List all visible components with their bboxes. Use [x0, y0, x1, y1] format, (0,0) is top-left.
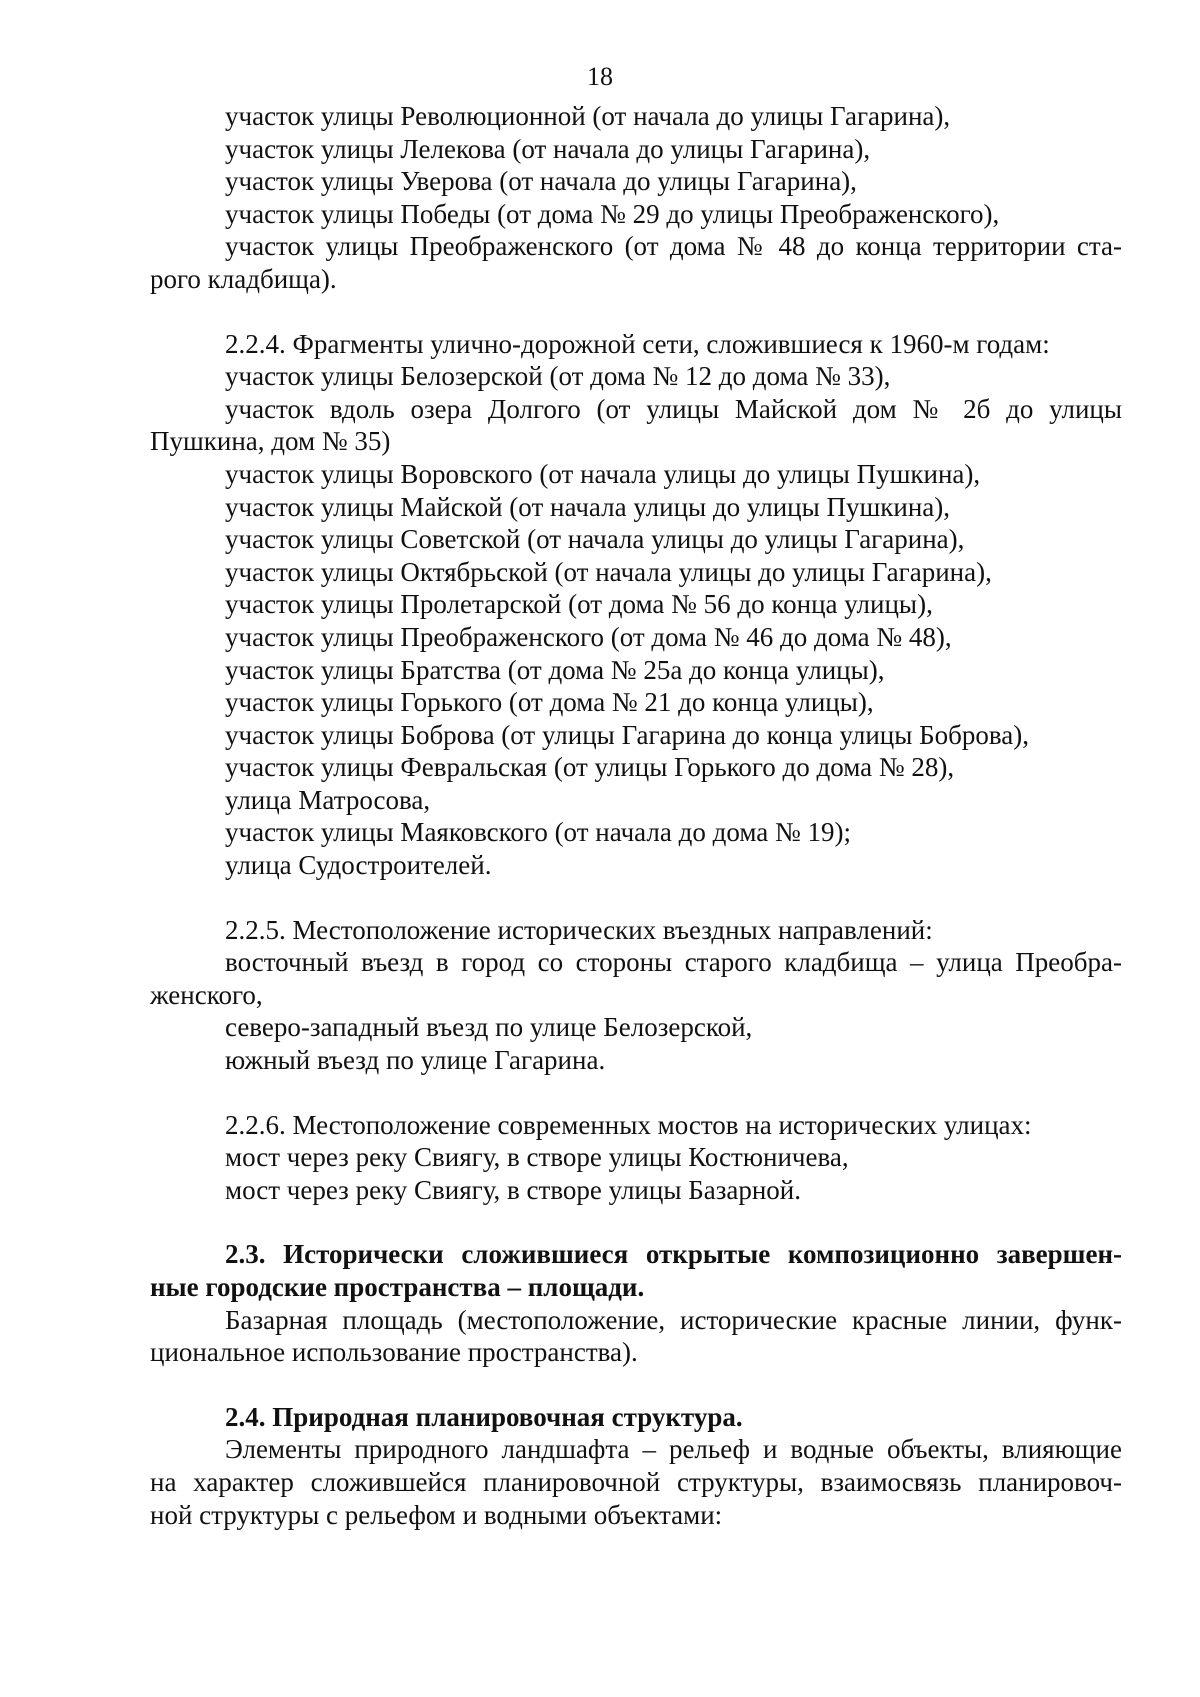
list-item-continuation: Пушкина, дом № 35)	[150, 426, 391, 457]
list-item: восточный въезд в город со стороны старого кладбища – улица Преобра-	[225, 947, 1122, 978]
list-item: южный въезд по улице Гагарина.	[225, 1045, 606, 1076]
list-item: участок улицы Революционной (от начала до улицы Гагарина),	[225, 101, 951, 131]
list-item: участок улицы Майской (от начала улицы до улицы Пушкина),	[225, 491, 951, 522]
paragraph-gap	[150, 1369, 1122, 1401]
list-item: участок улицы Пролетарской (от дома № 56 до конца улицы),	[225, 589, 933, 620]
list-item: участок улицы Братства (от дома № 25а до конца улицы),	[225, 654, 885, 685]
section-2-2-4-heading: 2.2.4. Фрагменты улично-дорожной сети, сложившиеся к 1960-м годам:	[225, 328, 1050, 359]
list-item: участок улицы Февральская (от улицы Горького до дома № 28),	[225, 752, 955, 783]
document-body	[150, 100, 1122, 1531]
section-2-2-6-heading: 2.2.6. Местоположение современных мостов на исторических улицах:	[225, 1109, 1032, 1140]
list-item: участок улицы Воровского (от начала улицы до улицы Пушкина),	[225, 458, 981, 489]
list-item: улица Судостроителей.	[225, 850, 492, 881]
list-item-continuation: рого кладбища).	[150, 263, 337, 294]
list-item: участок вдоль озера Долгого (от улицы Майской дом № 2б до улицы	[225, 393, 1122, 424]
section-2-3-heading-continuation: ные городские пространства – площади.	[150, 1272, 645, 1302]
list-item: участок улицы Октябрьской (от начала улицы до улицы Гагарина),	[225, 556, 992, 587]
list-item: участок улицы Маяковского (от начала до дома № 19);	[225, 817, 851, 848]
paragraph-gap	[150, 296, 1122, 328]
list-item: северо-западный въезд по улице Белозерской,	[225, 1012, 753, 1043]
list-item: участок улицы Горького (от дома № 21 до конца улицы),	[225, 687, 874, 718]
section-2-3-body: Базарная площадь (местоположение, исторические красные линии, функ-	[225, 1304, 1122, 1335]
paragraph-gap	[150, 1206, 1122, 1238]
list-item: участок улицы Преображенского (от дома № 46 до дома № 48),	[225, 621, 952, 652]
section-2-4-body-continuation: ной структуры с рельефом и водными объектами:	[150, 1499, 723, 1530]
list-item: участок улицы Белозерской (от дома № 12 до дома № 33),	[225, 361, 891, 392]
list-item: улица Матросова,	[225, 784, 431, 815]
paragraph-gap	[150, 1077, 1122, 1109]
list-item: участок улицы Советской (от начала улицы до улицы Гагарина),	[225, 524, 965, 555]
section-2-3-heading: 2.3. Исторически сложившиеся открытые композиционно завершен-	[225, 1239, 1122, 1270]
list-item: участок улицы Уверова (от начала до улицы Гагарина),	[225, 166, 857, 197]
section-2-4-body: Элементы природного ландшафта – рельеф и водные объекты, влияющие	[225, 1434, 1122, 1465]
section-2-4-body-continuation: на характер сложившейся планировочной структуры, взаимосвязь планировоч-	[150, 1466, 1122, 1497]
list-item: участок улицы Лелекова (от начала до улицы Гагарина),	[225, 133, 871, 164]
paragraph-gap	[150, 882, 1122, 914]
section-2-2-5-heading: 2.2.5. Местоположение исторических въездных направлений:	[225, 914, 933, 945]
section-2-4-heading: 2.4. Природная планировочная структура.	[225, 1401, 743, 1432]
list-item: мост через реку Свиягу, в створе улицы Костюничева,	[225, 1142, 849, 1173]
section-2-3-body-continuation: циональное использование пространства).	[150, 1337, 638, 1368]
page-number: 18	[587, 62, 613, 91]
list-item: участок улицы Победы (от дома № 29 до улицы Преображенского),	[225, 198, 1000, 229]
list-item-continuation: женского,	[150, 979, 263, 1010]
list-item: участок улицы Преображенского (от дома № 48 до конца территории ста-	[225, 231, 1122, 262]
list-item: участок улицы Боброва (от улицы Гагарина до конца улицы Боброва),	[225, 719, 1029, 750]
list-item: мост через реку Свиягу, в створе улицы Базарной.	[225, 1174, 801, 1205]
